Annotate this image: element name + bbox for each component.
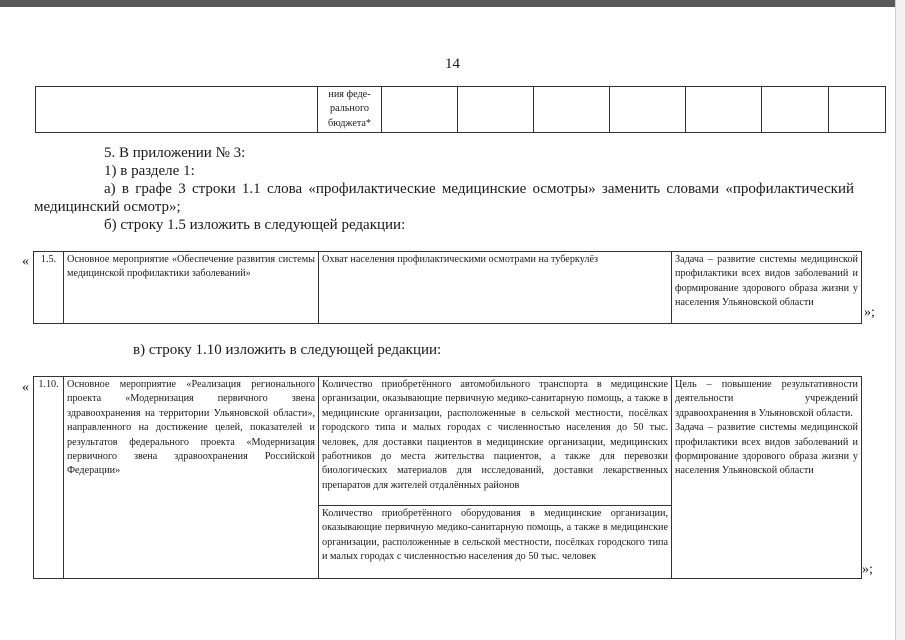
table-cell <box>829 87 886 133</box>
row-number: 1.10. <box>34 377 64 579</box>
task-cell: Задача – развитие системы медицинской профилактики всех видов заболеваний и формирование здорового образа жизни у населения Ульяновской области <box>672 252 862 324</box>
paragraph-appendix: 5. В приложении № 3: <box>104 145 246 161</box>
page-right-edge <box>895 0 905 640</box>
table-cell <box>458 87 534 133</box>
indicator-cell: Охват населения профилактическими осмотрами на туберкулёз <box>319 252 672 324</box>
table-cell <box>36 87 318 133</box>
paragraph-item-a-line1: а) в графе 3 строки 1.1 слова «профилактические медицинские осмотры» заменить словами «профилактический <box>104 181 854 197</box>
close-quote-1-5: »; <box>864 305 875 320</box>
paragraph-section: 1) в разделе 1: <box>104 163 195 179</box>
row-number: 1.5. <box>34 252 64 324</box>
page-number: 14 <box>445 56 460 72</box>
paragraph-item-a-line2: медицинский осмотр»; <box>34 199 181 215</box>
open-quote-1-10: « <box>22 380 29 395</box>
continuation-table <box>35 86 886 133</box>
activity-cell: Основное мероприятие «Реализация регионального проекта «Модернизация первичного звена здравоохранения на территории Ульяновской области», направленного на достижение целей, показателей и результатов федерального проекта «Модернизация первичного звена здравоохранения Российской Федерации» <box>64 377 319 579</box>
paragraph-item-b: б) строку 1.5 изложить в следующей редакции: <box>104 217 406 233</box>
table-row-1-5 <box>33 251 862 324</box>
activity-cell: Основное мероприятие «Обеспечение развития системы медицинской профилактики заболеваний» <box>64 252 319 324</box>
budget-cell <box>318 87 382 133</box>
table-cell <box>534 87 610 133</box>
table-row-1-10 <box>33 376 862 579</box>
paragraph-item-c: в) строку 1.10 изложить в следующей редакции: <box>133 342 442 358</box>
table-cell <box>382 87 458 133</box>
close-quote-1-10: »; <box>862 562 873 577</box>
page-top-edge <box>0 0 905 7</box>
budget-cell-text: ния феде- рального бюджета* <box>327 89 372 129</box>
open-quote-1-5: « <box>22 254 29 269</box>
goal-task-cell <box>672 377 862 579</box>
indicator-cell-transport: Количество приобретённого автомобильного транспорта в медицинские организации, оказывающие первичную медико-санитарную помощь, а также в медицинские организации, расположенные в сельской местности, посёлках городского типа и малых городах с численностью населения до 50 тыс. человек, для доставки пациентов в медицинские организации, медицинских работников до места жительства пациентов, а также для перевозки биологических материалов для исследований, доставки лекарственных препаратов для жителей отдалённых районов <box>319 377 672 506</box>
table-cell <box>686 87 762 133</box>
goal-text: Цель – повышение результативности деятельности учреждений здравоохранения в Ульяновской области. <box>675 379 858 419</box>
indicator-cell-equipment: Количество приобретённого оборудования в медицинские организации, оказывающие первичную медико-санитарную помощь, а также в медицинские организации, расположенные в сельской местности, посёлках городского типа и малых городах с численностью населения до 50 тыс. человек <box>319 506 672 579</box>
task-text: Задача – развитие системы медицинской профилактики всех видов заболеваний и формирование здорового образа жизни у населения Ульяновской области <box>675 422 858 477</box>
table-cell <box>610 87 686 133</box>
table-cell <box>762 87 829 133</box>
